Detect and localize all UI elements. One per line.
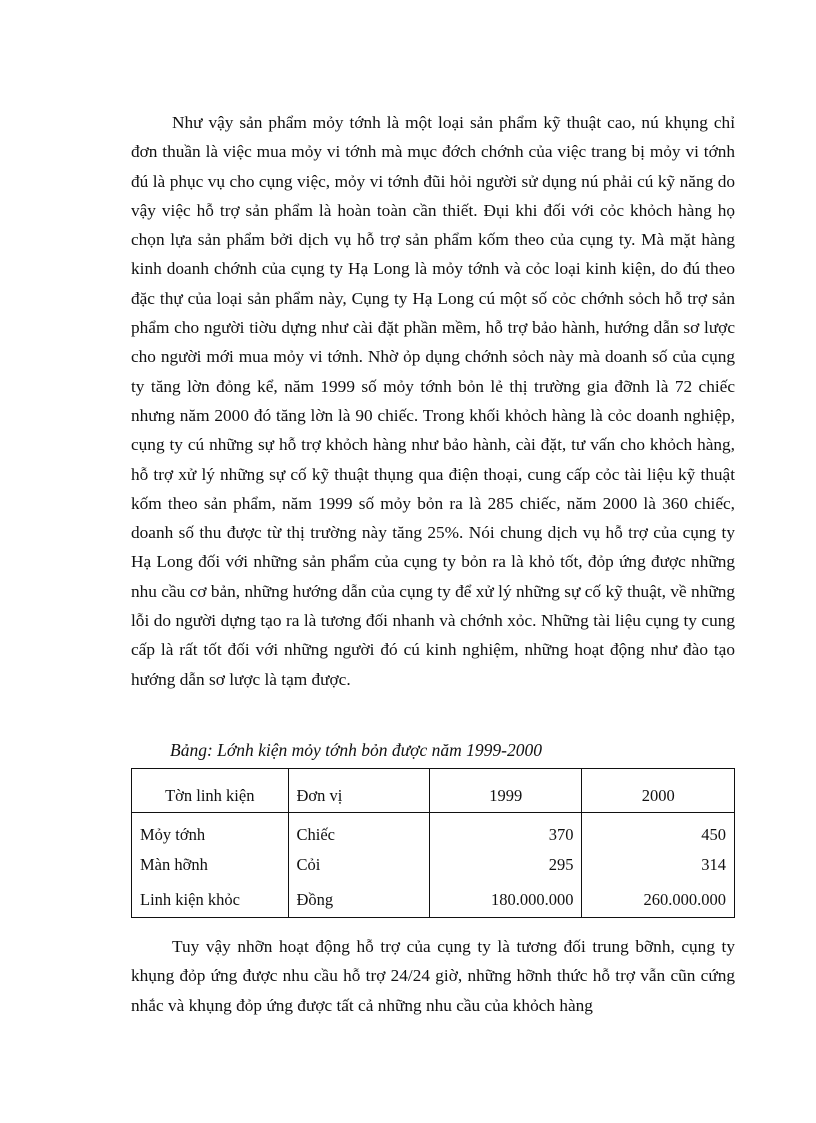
table-row xyxy=(132,883,735,918)
cell-unit: Đồng xyxy=(288,883,429,918)
cell-component-name: Màn hỡnh xyxy=(132,848,289,883)
cell-value-2000: 314 xyxy=(582,848,735,883)
paragraph-support-intro: Như vậy sản phẩm mỏy tớnh là một loại sản phẩm kỹ thuật cao, nú khụng chỉ đơn thuần là việc mua mỏy vi tớnh mà mục đớch chớnh của việc trang bị mỏy vi tớnh đú là phục vụ cho cụng việc, mỏy vi tớnh đũi hỏi người sử dụng nú phải cú kỹ năng do vậy việc hỗ trợ sản phẩm là hoàn toàn cần thiết. Đụi khi đối với cỏc khỏch hàng họ chọn lựa sản phẩm bởi dịch vụ hỗ trợ sản phẩm kốm theo của cụng ty. Mà mặt hàng kinh doanh chớnh của cụng ty Hạ Long là mỏy tớnh và cỏc loại kinh kiện, do đú theo đặc thự của loại sản phẩm này, Cụng ty Hạ Long cú một số cỏc chớnh sỏch hỗ trợ sản phẩm cho người tiờu dựng như cài đặt phần mềm, hỗ trợ bảo hành, hướng dẫn sơ lược cho người mới mua mỏy vi tớnh. Nhờ ỏp dụng chớnh sỏch này mà doanh số của cụng ty tăng lờn đỏng kể, năm 1999 số mỏy tớnh bỏn lẻ thị trường gia đỡnh là 72 chiếc nhưng năm 2000 đó tăng lờn là 90 chiếc. Trong khối khỏch hàng là cỏc doanh nghiệp, cụng ty cú những sự hỗ trợ khỏch hàng như bảo hành, cài đặt, tư vấn cho khỏch hàng, hỗ trợ xử lý những sự cố kỹ thuật thụng qua điện thoại, cung cấp cỏc tài liệu kỹ thuật kốm theo sản phẩm, năm 1999 số mỏy bỏn ra là 285 chiếc, năm 2000 là 360 chiếc, doanh số thu được từ thị trường này tăng 25%. Nói chung dịch vụ hỗ trợ của cụng ty Hạ Long đối với những sản phẩm của cụng ty bỏn ra là khỏ tốt, đỏp ứng được những nhu cầu cơ bản, những hướng dẫn của cụng ty để xử lý những sự cố kỹ thuật, về những lỗi do người dựng tạo ra là tương đối nhanh và chớnh xỏc. Những tài liệu cụng ty cung cấp là rất tốt đối với những người đó cú kinh nghiệm, những hoạt động như đào tạo hướng dẫn sơ lược là tạm được. xyxy=(131,113,735,689)
cell-value-1999: 370 xyxy=(429,813,582,848)
cell-value-2000: 450 xyxy=(582,813,735,848)
header-component-name: Tờn linh kiện xyxy=(132,769,289,813)
table-row xyxy=(132,848,735,883)
table-row xyxy=(132,813,735,848)
header-unit: Đơn vị xyxy=(288,769,429,813)
table-header-row xyxy=(132,769,735,813)
cell-value-2000: 260.000.000 xyxy=(582,883,735,918)
table-caption: Bảng: Lớnh kiện mỏy tớnh bỏn được năm 1999-2000 xyxy=(170,740,542,760)
cell-unit: Chiếc xyxy=(288,813,429,848)
cell-unit: Cỏi xyxy=(288,848,429,883)
cell-value-1999: 180.000.000 xyxy=(429,883,582,918)
cell-component-name: Linh kiện khỏc xyxy=(132,883,289,918)
components-sales-table xyxy=(131,768,735,918)
cell-value-1999: 295 xyxy=(429,848,582,883)
header-year-2000: 2000 xyxy=(582,769,735,813)
cell-component-name: Mỏy tớnh xyxy=(132,813,289,848)
paragraph-support-limitations: Tuy vậy nhỡn hoạt động hỗ trợ của cụng ty là tương đối trung bỡnh, cụng ty khụng đỏp ứng được nhu cầu hỗ trợ 24/24 giờ, những hỡnh thức hỗ trợ vẫn cũn cứng nhắc và khụng đỏp ứng được tất cả những nhu cầu của khỏch hàng xyxy=(131,937,735,1015)
header-year-1999: 1999 xyxy=(429,769,582,813)
